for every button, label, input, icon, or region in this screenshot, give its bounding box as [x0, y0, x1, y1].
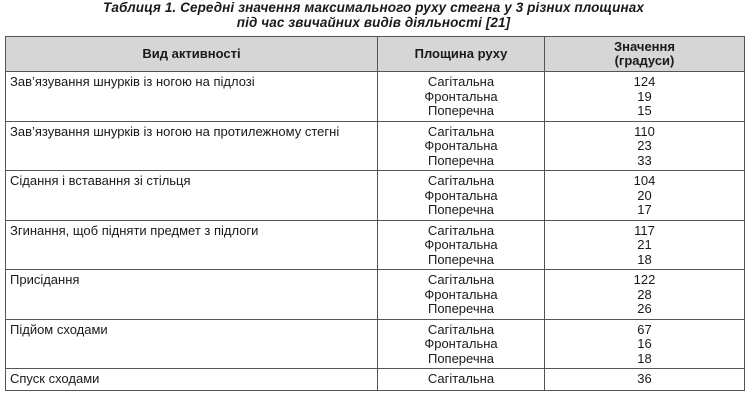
degree-value: 28: [637, 286, 652, 302]
header-row: [6, 37, 745, 72]
table-row: [6, 171, 745, 221]
table-row: [6, 270, 745, 320]
plane-label: Сагітальна: [427, 74, 495, 89]
table-header: [6, 37, 745, 72]
plane-label: Фронтальна: [424, 187, 498, 203]
degree-value: 19: [637, 88, 652, 104]
caption-line-2: під час звичайних видів діяльності [21]: [236, 15, 511, 30]
table-row: [6, 121, 745, 171]
degree-value: 21: [637, 237, 652, 252]
header-value: [545, 37, 745, 72]
degree-value: 104: [633, 173, 656, 188]
plane-label: Фронтальна: [424, 237, 498, 252]
activity-cell: Зав’язування шнурків із ногою на протилежному стегні: [6, 121, 378, 171]
activity-cell: Спуск сходами: [6, 369, 378, 391]
table-caption: [0, 0, 747, 30]
degree-value: 124: [633, 74, 656, 89]
degree-value: 110: [634, 123, 655, 139]
plane-label: Сагітальна: [427, 173, 495, 188]
plane-label: Сагітальна: [427, 123, 495, 139]
plane-label: Сагітальна: [427, 272, 495, 287]
degree-value: 20: [637, 187, 652, 203]
header-value-line-1: Значення: [614, 39, 675, 54]
degree-value: 36: [637, 371, 652, 386]
plane-label: Поперечна: [427, 251, 495, 267]
plane-label: Поперечна: [427, 202, 495, 217]
value-cell: [545, 270, 745, 320]
degree-value: 117: [634, 222, 655, 238]
plane-label: Фронтальна: [424, 88, 498, 104]
table-body: [6, 72, 745, 391]
value-cell: [545, 220, 745, 270]
degree-value: 67: [637, 321, 652, 337]
value-cell: [545, 369, 745, 391]
degree-value: 33: [637, 152, 652, 168]
plane-cell: [378, 369, 545, 391]
header-activity: Вид активності: [6, 37, 378, 72]
activity-cell: Згинання, щоб підняти предмет з підлоги: [6, 220, 378, 270]
plane-label: Поперечна: [427, 103, 495, 118]
plane-label: Поперечна: [427, 350, 495, 366]
plane-label: Фронтальна: [424, 138, 498, 153]
degree-value: 17: [637, 202, 652, 217]
table-row: [6, 72, 745, 122]
value-cell: [545, 319, 745, 369]
activity-cell: Присідання: [6, 270, 378, 320]
caption-line-1: Таблиця 1. Середні значення максимального руху стегна у 3 різних площинах: [103, 0, 644, 15]
plane-label: Поперечна: [427, 152, 495, 168]
plane-label: Сагітальна: [427, 222, 495, 238]
value-cell: [545, 121, 745, 171]
plane-cell: [378, 121, 545, 171]
plane-cell: [378, 220, 545, 270]
activity-cell: Зав’язування шнурків із ногою на підлозі: [6, 72, 378, 122]
degree-value: 122: [633, 272, 656, 287]
degree-value: 23: [637, 138, 652, 153]
plane-cell: [378, 72, 545, 122]
plane-cell: [378, 319, 545, 369]
degree-value: 18: [637, 251, 652, 267]
hip-motion-table: [5, 36, 745, 391]
table-row: [6, 220, 745, 270]
plane-label: Фронтальна: [424, 336, 498, 351]
activity-cell: Підйом сходами: [6, 319, 378, 369]
table-row: [6, 369, 745, 391]
degree-value: 26: [637, 301, 652, 316]
header-plane: Площина руху: [378, 37, 545, 72]
plane-label: Сагітальна: [427, 371, 495, 386]
plane-cell: [378, 171, 545, 221]
plane-label: Фронтальна: [424, 286, 498, 302]
value-cell: [545, 72, 745, 122]
plane-label: Сагітальна: [427, 321, 495, 337]
plane-label: Поперечна: [427, 301, 495, 316]
table-row: [6, 319, 745, 369]
degree-value: 16: [637, 336, 652, 351]
header-value-line-2: (градуси): [614, 53, 675, 68]
degree-value: 18: [637, 350, 652, 366]
degree-value: 15: [637, 103, 652, 118]
activity-cell: Сідання і вставання зі стільця: [6, 171, 378, 221]
plane-cell: [378, 270, 545, 320]
value-cell: [545, 171, 745, 221]
